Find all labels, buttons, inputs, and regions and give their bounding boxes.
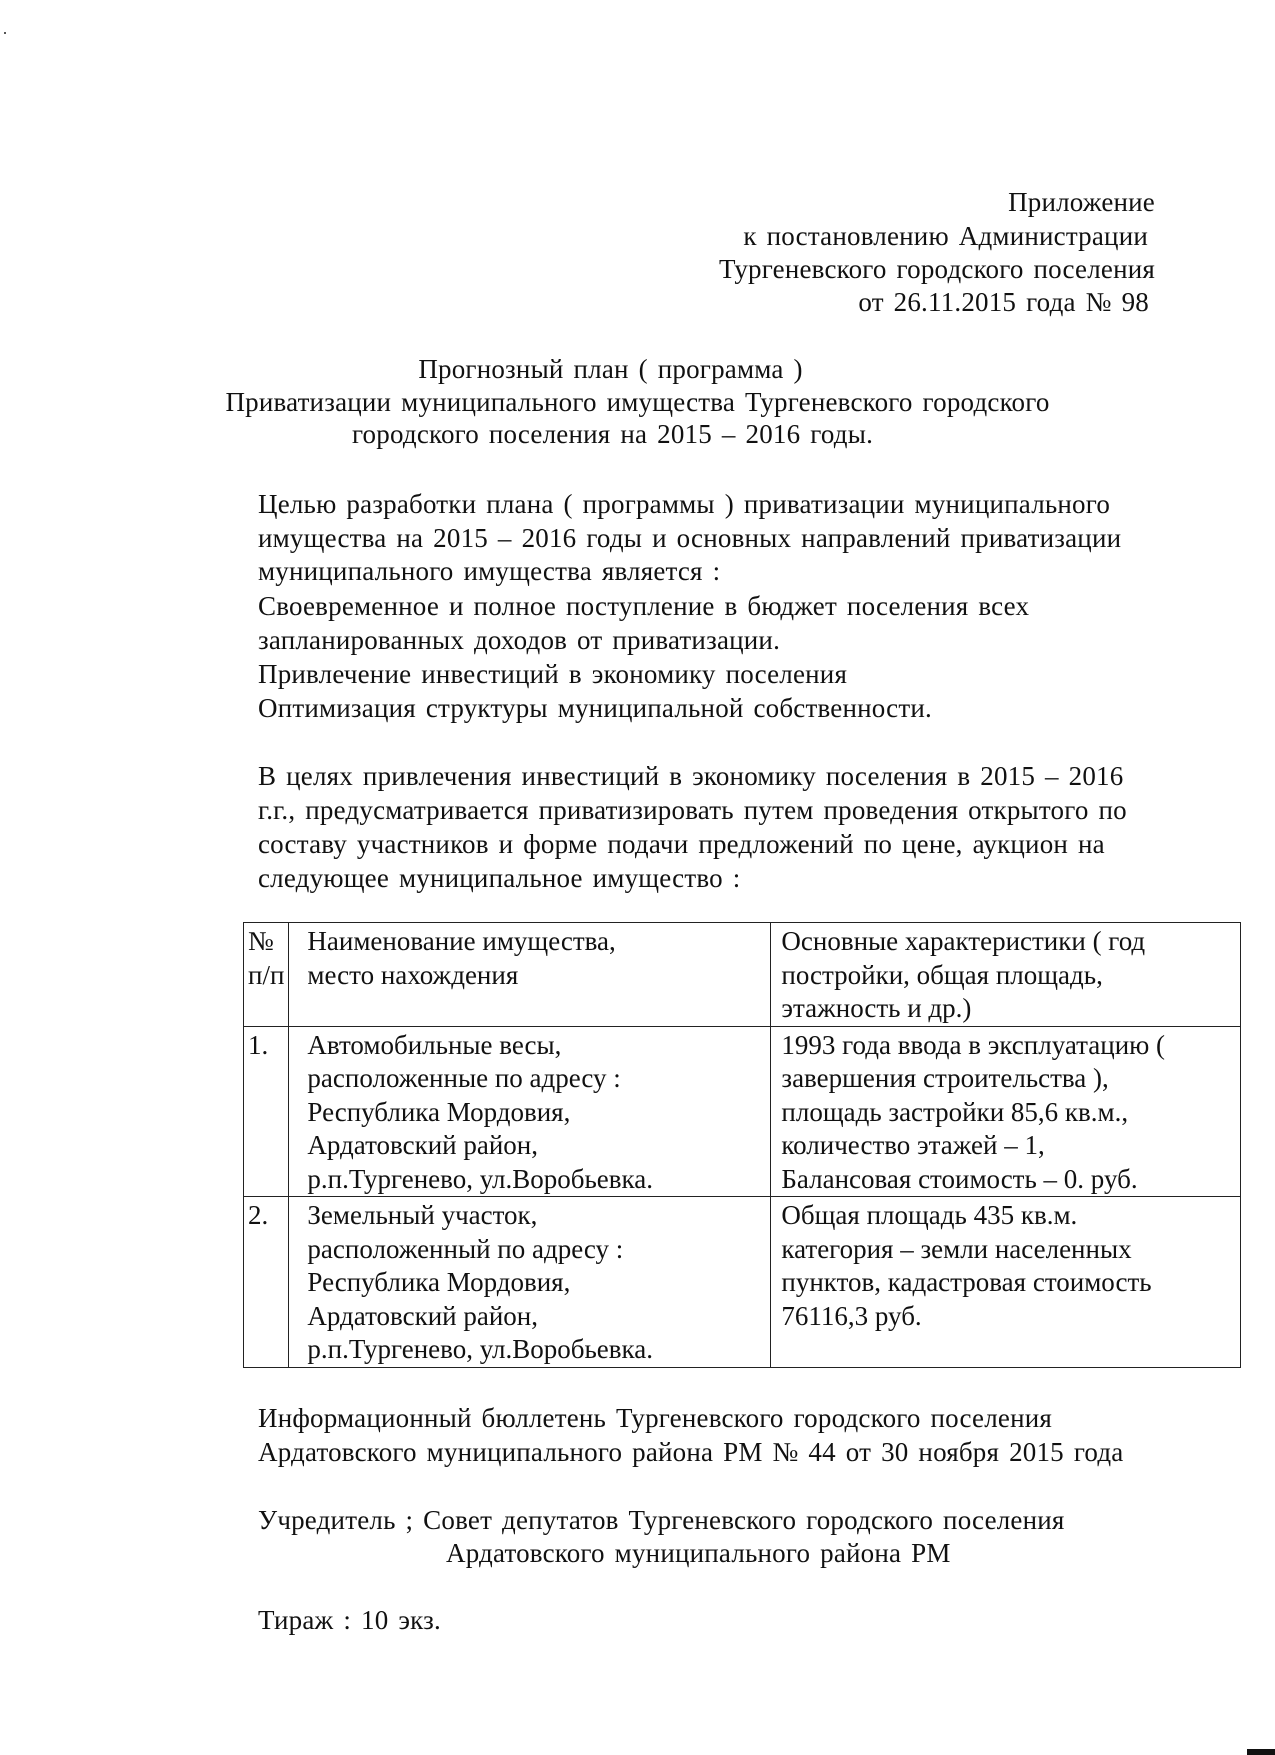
annex-label: Приложение bbox=[1008, 187, 1155, 217]
row-characteristics: 76116,3 руб. bbox=[781, 1300, 922, 1331]
auction-line: г.г., предусматривается приватизировать путем проведения открытого по bbox=[258, 795, 1127, 825]
header-characteristics: этажность и др.) bbox=[781, 993, 972, 1023]
auction-line: В целях привлечения инвестиций в экономику поселения в 2015 – 2016 bbox=[258, 761, 1124, 791]
row-name: Ардатовский район, bbox=[307, 1300, 538, 1331]
header-name: место нахождения bbox=[307, 959, 519, 990]
row-name: расположенный по адресу : bbox=[307, 1233, 624, 1264]
goals-line: запланированных доходов от приватизации. bbox=[258, 625, 781, 655]
title-line-3: городского поселения на 2015 – 2016 годы. bbox=[351, 419, 874, 449]
header-characteristics: Основные характеристики ( год bbox=[781, 926, 1146, 956]
row-name: р.п.Тургенево, ул.Воробьевка. bbox=[307, 1334, 653, 1364]
scan-speck bbox=[4, 32, 6, 34]
goals-line: муниципального имущества является : bbox=[258, 556, 721, 586]
row-characteristics: 1993 года ввода в эксплуатацию ( bbox=[781, 1029, 1166, 1060]
row-name: Республика Мордовия, bbox=[307, 1096, 571, 1127]
row-name: Автомобильные весы, bbox=[307, 1029, 562, 1060]
row-number: 2. bbox=[244, 1197, 289, 1368]
row-name-cell bbox=[289, 1197, 771, 1368]
table-header-row bbox=[244, 923, 1241, 1027]
header-name-cell bbox=[289, 923, 771, 1027]
goals-line: Целью разработки плана ( программы ) приватизации муниципального bbox=[258, 489, 1111, 519]
table-row bbox=[244, 1026, 1241, 1197]
goals-line: имущества на 2015 – 2016 годы и основных направлений приватизации bbox=[258, 523, 1122, 553]
title-line-2: Приватизации муниципального имущества Тургеневского городского bbox=[225, 387, 1050, 417]
table-row bbox=[244, 1197, 1241, 1368]
goals-line: Оптимизация структуры муниципальной собственности. bbox=[258, 693, 932, 723]
row-characteristics: Общая площадь 435 кв.м. bbox=[781, 1200, 1078, 1230]
bulletin-line: Информационный бюллетень Тургеневского городского поселения bbox=[258, 1403, 1053, 1433]
property-table bbox=[243, 922, 1241, 1368]
annex-settlement: Тургеневского городского поселения bbox=[719, 254, 1155, 284]
row-characteristics-cell bbox=[771, 1026, 1241, 1197]
circulation: Тираж : 10 экз. bbox=[258, 1605, 441, 1635]
header-name: Наименование имущества, bbox=[307, 926, 616, 956]
row-name: Земельный участок, bbox=[307, 1200, 538, 1230]
annex-date-number: от 26.11.2015 года № 98 bbox=[858, 287, 1149, 317]
founder-line: Учредитель ; Совет депутатов Тургеневского городского поселения bbox=[258, 1505, 1065, 1535]
auction-line: следующее муниципальное имущество : bbox=[258, 863, 741, 893]
row-name: Республика Мордовия, bbox=[307, 1267, 571, 1297]
bulletin-line: Ардатовского муниципального района РМ № 44 от 30 ноября 2015 года bbox=[258, 1437, 1124, 1467]
title-line-1: Прогнозный план ( программа ) bbox=[418, 354, 803, 384]
row-characteristics-cell bbox=[771, 1197, 1241, 1368]
goals-line: Привлечение инвестиций в экономику поселения bbox=[258, 659, 848, 689]
auction-line: составу участников и форме подачи предложений по цене, аукцион на bbox=[258, 829, 1105, 859]
row-characteristics: площадь застройки 85,6 кв.м., bbox=[781, 1096, 1129, 1127]
row-number: 1. bbox=[244, 1026, 289, 1197]
row-name: Ардатовский район, bbox=[307, 1130, 538, 1160]
goals-line: Своевременное и полное поступление в бюджет поселения всех bbox=[258, 591, 1030, 621]
founder-line: Ардатовского муниципального района РМ bbox=[446, 1538, 951, 1568]
scan-edge-mark bbox=[1247, 1749, 1275, 1755]
header-number-cell bbox=[244, 923, 289, 1027]
row-characteristics: количество этажей – 1, bbox=[781, 1130, 1045, 1160]
header-number: п/п bbox=[248, 959, 285, 990]
header-number: № bbox=[248, 926, 274, 956]
row-characteristics: завершения строительства ), bbox=[781, 1063, 1109, 1093]
header-characteristics: постройки, общая площадь, bbox=[781, 959, 1103, 990]
annex-resolution: к постановлению Администрации bbox=[743, 221, 1148, 251]
header-characteristics-cell bbox=[771, 923, 1241, 1027]
row-characteristics: Балансовая стоимость – 0. руб. bbox=[781, 1163, 1138, 1194]
row-characteristics: пунктов, кадастровая стоимость bbox=[781, 1267, 1152, 1297]
row-characteristics: категория – земли населенных bbox=[781, 1233, 1132, 1264]
row-name: р.п.Тургенево, ул.Воробьевка. bbox=[307, 1163, 653, 1194]
row-name-cell bbox=[289, 1026, 771, 1197]
row-name: расположенные по адресу : bbox=[307, 1063, 621, 1093]
